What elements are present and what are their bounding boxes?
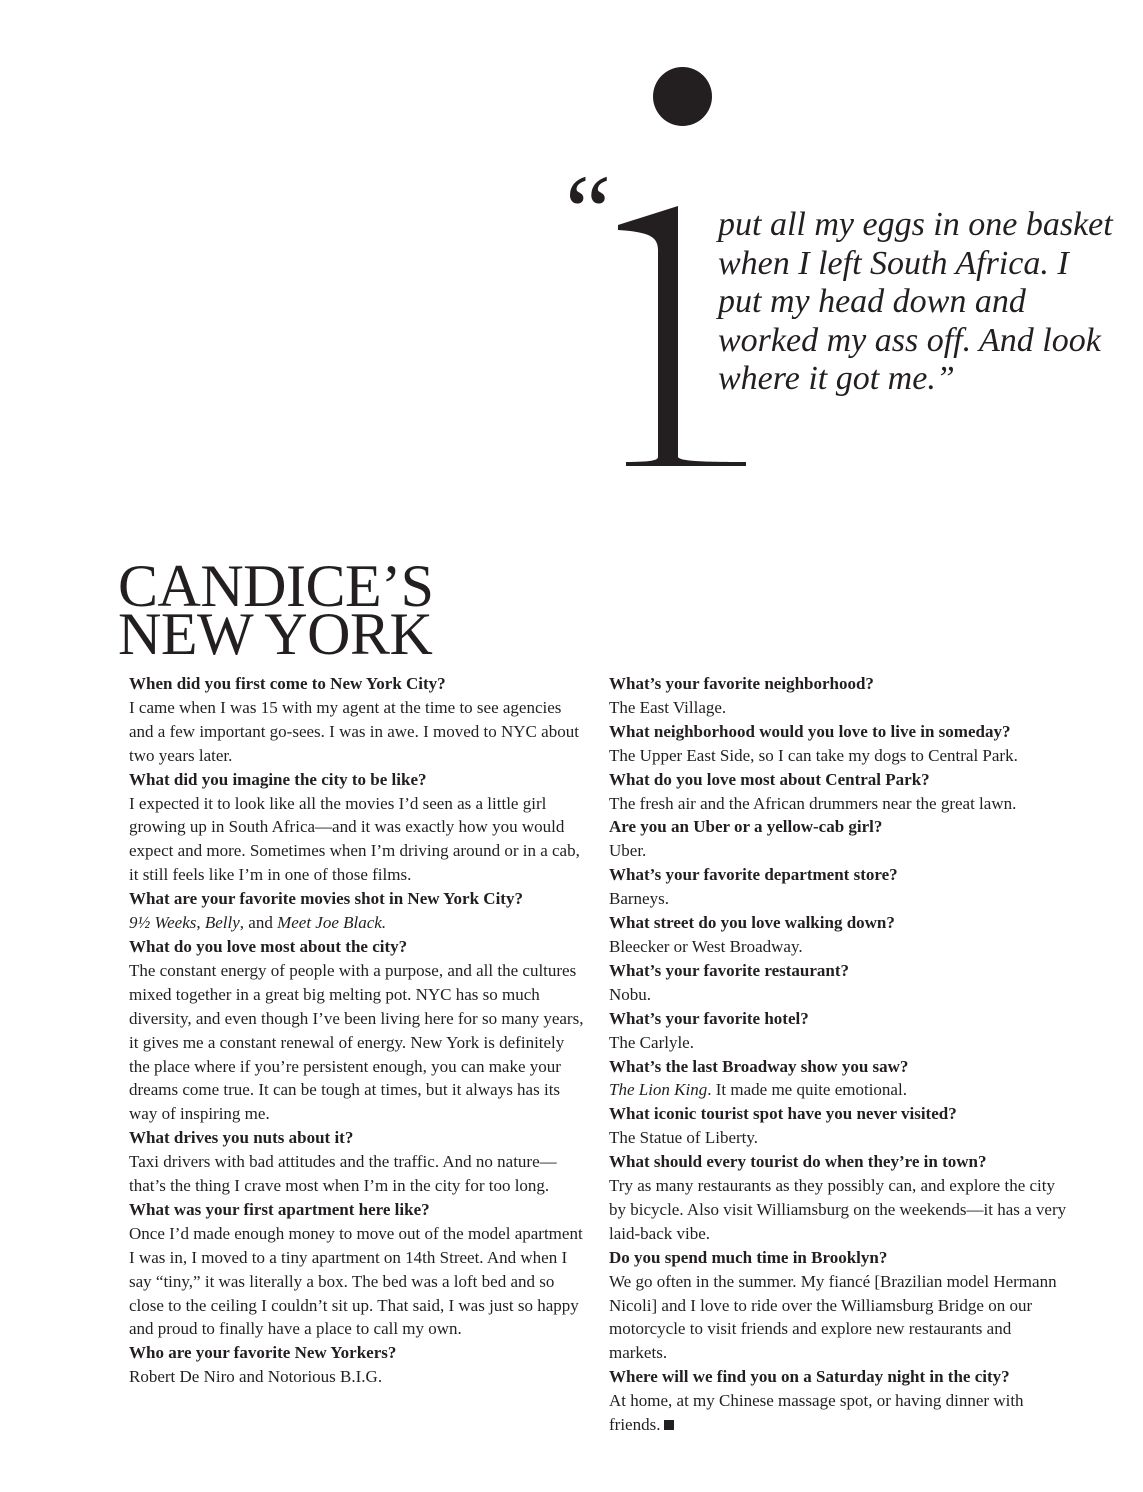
answer: The East Village. [609,697,727,717]
answer: Once I’d made enough money to move out of the model apartment I was in, I moved to a tiny apartment on 14th Street. And when I say “tiny,” it was literally a box. The bed was a loft bed and so close to the ceiling I couldn’t sit up. That said, I was just so happy and proud to finally have a place to call my own. [129,1223,583,1339]
answer: The Upper East Side, so I can take my dogs to Central Park. [609,745,1018,765]
question: What do you love most about Central Park? [609,769,930,789]
answer: I came when I was 15 with my agent at the time to see agencies and a few important go-sees. I was in awe. I moved to NYC about two years later. [129,697,579,765]
question: What’s your favorite neighborhood? [609,674,874,693]
answer: The fresh air and the African drummers near the great lawn. [609,793,1017,813]
answer-text: . It made me quite emotional. [707,1080,907,1100]
answer [129,911,584,935]
answer-text: , [196,913,205,933]
answer: Bleecker or West Broadway. [609,936,803,956]
answer: Barneys. [609,889,669,909]
question: What’s your favorite restaurant? [609,960,850,980]
left-column [129,672,584,1389]
article-headline [118,553,434,667]
answer: Uber. [609,841,647,861]
answer [609,1389,1069,1437]
answer [609,1078,1069,1102]
answer: Taxi drivers with bad attitudes and the traffic. And no nature—that’s the thing I crave most when I’m in the city for too long. [129,1152,557,1196]
answer: Try as many restaurants as they possibly can, and explore the city by bicycle. Also visit Williamsburg on the weekends—it has a very laid-back vibe. [609,1176,1067,1243]
answer: I expected it to look like all the movies I’d seen as a little girl growing up in South Africa—and it was exactly how you would expect and more. Sometimes when I’m driving around or in a cab, it still feels like I’m in one of those films. [129,793,580,885]
open-quote-mark: “ [565,154,612,269]
question: What iconic tourist spot have you never visited? [609,1104,957,1124]
answer-text: At home, at my Chinese massage spot, or having dinner with friends. [609,1391,1024,1435]
question: Do you spend much time in Brooklyn? [609,1247,888,1267]
pull-quote-text: put all my eggs in one basket when I left South Africa. I put my head down and worked my ass off. And look where it got me.” [718,206,1113,398]
question: Where will we find you on a Saturday night in the city? [609,1367,1010,1387]
question: What are your favorite movies shot in New York City? [129,889,523,909]
right-column [609,672,1069,1437]
answer: The constant energy of people with a purpose, and all the cultures mixed together in a great big melting pot. NYC has so much diversity, and even though I’ve been living here for so many years, it gives me a constant renewal of energy. New York is definitely the place where if you’re persistent enough, you can make your dreams come true. It can be tough at times, but it always has its way of inspiring me. [129,960,584,1124]
show-title: The Lion King [609,1080,708,1100]
question: What do you love most about the city? [129,936,408,956]
headline-line-2: NEW YORK [118,601,433,667]
question: What’s your favorite department store? [609,865,898,885]
answer: The Carlyle. [609,1032,694,1052]
answer: We go often in the summer. My fiancé [Brazilian model Hermann Nicoli] and I love to ride over the Williamsburg Bridge on our motorcycle to visit friends and explore new restaurants and markets. [609,1271,1057,1363]
movie-title: 9½ Weeks [129,913,197,933]
question: What’s your favorite hotel? [609,1008,809,1028]
question: What was your first apartment here like? [129,1199,430,1219]
question: Are you an Uber or a yellow-cab girl? [609,817,883,837]
question: When did you first come to New York City? [129,674,446,693]
question: What should every tourist do when they’re in town? [609,1152,987,1172]
question: Who are your favorite New Yorkers? [129,1343,397,1363]
answer: The Statue of Liberty. [609,1128,759,1148]
headline-line-1: CANDICE’S [118,553,434,619]
pull-quote [560,60,1120,480]
question: What neighborhood would you love to live in someday? [609,721,1011,741]
answer: Robert De Niro and Notorious B.I.G. [129,1367,383,1387]
end-of-article-icon [664,1420,674,1430]
movie-title: Meet Joe Black. [277,913,387,933]
question: What did you imagine the city to be like? [129,769,427,789]
answer: Nobu. [609,984,652,1004]
question: What’s the last Broadway show you saw? [609,1056,909,1076]
movie-title: Belly [204,913,240,933]
question: What drives you nuts about it? [129,1128,354,1148]
answer-text: , and [239,913,278,933]
question: What street do you love walking down? [609,913,895,933]
